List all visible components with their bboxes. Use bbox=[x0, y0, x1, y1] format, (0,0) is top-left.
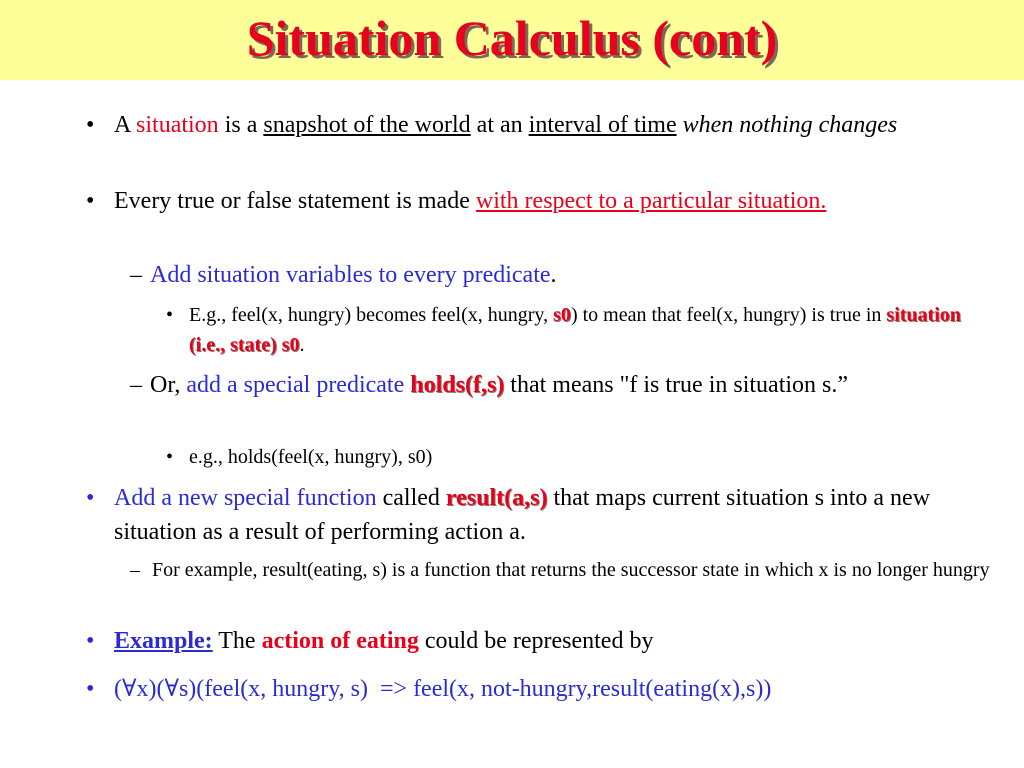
term-particular-situation: with respect to a particular situation. bbox=[475, 188, 827, 214]
dash-marker: – bbox=[130, 262, 142, 288]
term-when-nothing-changes: when nothing changes bbox=[682, 112, 898, 138]
term-s0: s0 bbox=[553, 304, 571, 326]
bullet-text: Example: The action of eating could be represented by bbox=[114, 628, 654, 654]
bullet-text: Add situation variables to every predicate. bbox=[150, 262, 557, 288]
subbullet-result-example bbox=[130, 555, 1000, 585]
bullet-text: For example, result(eating, s) is a function that returns the successor state in which x is no longer hungry bbox=[152, 559, 990, 581]
bullet-text: Every true or false statement is made with respect to a particular situation. bbox=[114, 188, 827, 214]
bullet-text: A situation is a snapshot of the world at an interval of time when nothing changes bbox=[114, 112, 898, 138]
label-example: Example: bbox=[114, 628, 213, 654]
term-situation: situation bbox=[136, 112, 219, 138]
bullet-marker: • bbox=[166, 446, 174, 468]
term-action-of-eating: action of eating bbox=[261, 628, 419, 654]
term-situation-state-s0: situation (i.e., state) s0 bbox=[189, 304, 961, 356]
bullet-text: e.g., holds(feel(x, hungry), s0) bbox=[189, 446, 433, 468]
bullet-marker: • bbox=[166, 304, 174, 326]
dash-marker: – bbox=[130, 559, 140, 581]
subbullet-add-situation-variables bbox=[130, 258, 950, 292]
term-interval: interval of time bbox=[528, 112, 677, 138]
term-snapshot: snapshot of the world bbox=[263, 112, 471, 138]
bullet-marker: • bbox=[86, 188, 95, 214]
bullet-situation-definition bbox=[86, 108, 946, 142]
formula-text: (∀x)(∀s)(feel(x, hungry, s) => feel(x, not-hungry,result(eating(x),s)) bbox=[114, 676, 772, 702]
bullet-marker: • bbox=[86, 676, 95, 702]
bullet-result-function bbox=[86, 481, 956, 549]
dash-marker: – bbox=[130, 372, 142, 398]
term-holds: holds(f,s) bbox=[410, 372, 505, 398]
term-result: result(a,s) bbox=[445, 485, 548, 511]
slide-title: Situation Calculus (cont) bbox=[246, 10, 778, 66]
bullet-formula bbox=[86, 672, 1006, 706]
bullet-marker: • bbox=[86, 485, 95, 511]
bullet-marker: • bbox=[86, 112, 95, 138]
subsubbullet-example-feel bbox=[166, 300, 986, 360]
subsubbullet-example-holds bbox=[166, 442, 986, 472]
subbullet-holds-predicate bbox=[130, 368, 930, 402]
bullet-text: E.g., feel(x, hungry) becomes feel(x, hungry, s0) to mean that feel(x, hungry) is true in situation (i.e., state) s0. bbox=[189, 304, 961, 356]
bullet-example-eating bbox=[86, 624, 956, 658]
bullet-statement-respect bbox=[86, 184, 946, 218]
bullet-marker: • bbox=[86, 628, 95, 654]
bullet-text: Or, add a special predicate holds(f,s) that means "f is true in situation s.” bbox=[150, 372, 849, 398]
bullet-text: Add a new special function called result(a,s) that maps current situation s into a new situation as a result of performing action a. bbox=[114, 485, 931, 545]
